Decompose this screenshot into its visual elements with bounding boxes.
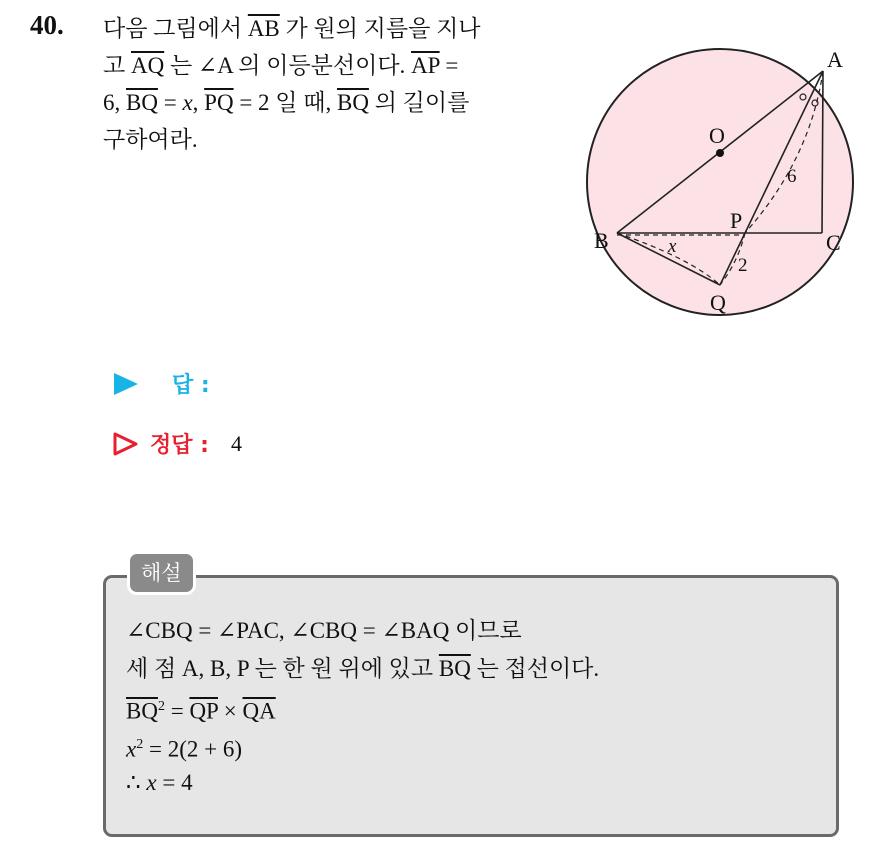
segment-QA: $\overline{QA}$ <box>242 698 276 724</box>
correct-answer-value: 4 <box>230 430 242 456</box>
question-text <box>103 10 563 158</box>
text-fragment: , <box>192 90 205 115</box>
segment-QP: $\overline{QP}$ <box>189 698 218 724</box>
text-fragment: ∴ <box>126 770 147 795</box>
text-fragment: 는 접선이다. <box>470 656 600 681</box>
text-fragment: = <box>439 53 459 78</box>
question-line-4: 구하여라. <box>103 127 198 152</box>
segment-BQ: $\overline{BQ}$ <box>126 90 158 115</box>
label-BQ-length: x <box>668 236 677 257</box>
center-point-O <box>716 149 724 157</box>
label-AP-length: 6 <box>787 166 797 187</box>
segment-AQ: $\overline{AQ}$ <box>130 53 165 78</box>
solution-tab: 해설 <box>127 551 196 595</box>
segment-PQ: $\overline{PQ}$ <box>204 90 234 115</box>
exponent: 2 <box>157 699 165 714</box>
outline-arrow-icon <box>112 431 140 457</box>
text-fragment: 6, <box>103 90 126 115</box>
solution-line-2 <box>126 650 599 688</box>
label-O: O <box>709 123 725 148</box>
user-answer-label: 답 : <box>172 373 210 398</box>
exponent: 2 <box>136 737 144 752</box>
solution-line-4 <box>126 726 599 764</box>
label-P: P <box>730 208 743 233</box>
text-fragment: 다음 그림에서 <box>103 16 248 41</box>
variable-x: x <box>126 736 137 762</box>
label-A: A <box>827 47 843 72</box>
text-fragment: = 2(2 + 6) <box>143 736 242 762</box>
segment-BQ: $\overline{BQ}$ <box>438 656 471 681</box>
text-fragment: 는 ∠A 의 이등분선이다. <box>164 53 412 78</box>
text-fragment: = <box>157 90 183 115</box>
solution-content <box>126 612 599 802</box>
text-fragment: = <box>164 698 190 724</box>
solution-line-3 <box>126 688 599 726</box>
play-arrow-icon <box>112 371 140 397</box>
circumcircle <box>587 49 853 315</box>
text-fragment: 가 원의 지름을 지나 <box>279 16 481 41</box>
question-line-1 <box>103 10 563 47</box>
correct-answer-label: 정답 : <box>150 433 209 458</box>
variable-x: x <box>146 770 157 795</box>
text-fragment: = 2 일 때, <box>233 90 337 115</box>
variable-x: x <box>182 90 193 115</box>
segment-AB: $\overline{AB}$ <box>247 16 280 41</box>
text-fragment: × <box>218 698 243 724</box>
text-fragment: 세 점 A, B, P 는 한 원 위에 있고 <box>126 656 439 681</box>
user-answer-row <box>112 368 210 399</box>
text-fragment: 고 <box>103 53 131 78</box>
question-line-3 <box>103 84 563 121</box>
label-PQ-length: 2 <box>738 255 748 276</box>
solution-line-1: ∠CBQ = ∠PAC, ∠CBQ = ∠BAQ 이므로 <box>126 618 522 643</box>
question-line-2 <box>103 47 563 84</box>
geometry-figure <box>585 40 865 320</box>
question-number: 40. <box>30 10 64 40</box>
label-B: B <box>594 228 609 253</box>
solution-line-5 <box>126 764 599 802</box>
label-C: C <box>826 230 841 255</box>
text-fragment: = 4 <box>156 770 193 795</box>
line-AC <box>822 71 823 233</box>
segment-BQ: $\overline{BQ}$ <box>126 698 158 724</box>
correct-answer-row <box>112 428 242 459</box>
text-fragment: 의 길이를 <box>368 90 470 115</box>
segment-AP: $\overline{AP}$ <box>411 53 440 78</box>
segment-BQ: $\overline{BQ}$ <box>336 90 369 115</box>
label-Q: Q <box>710 290 726 315</box>
